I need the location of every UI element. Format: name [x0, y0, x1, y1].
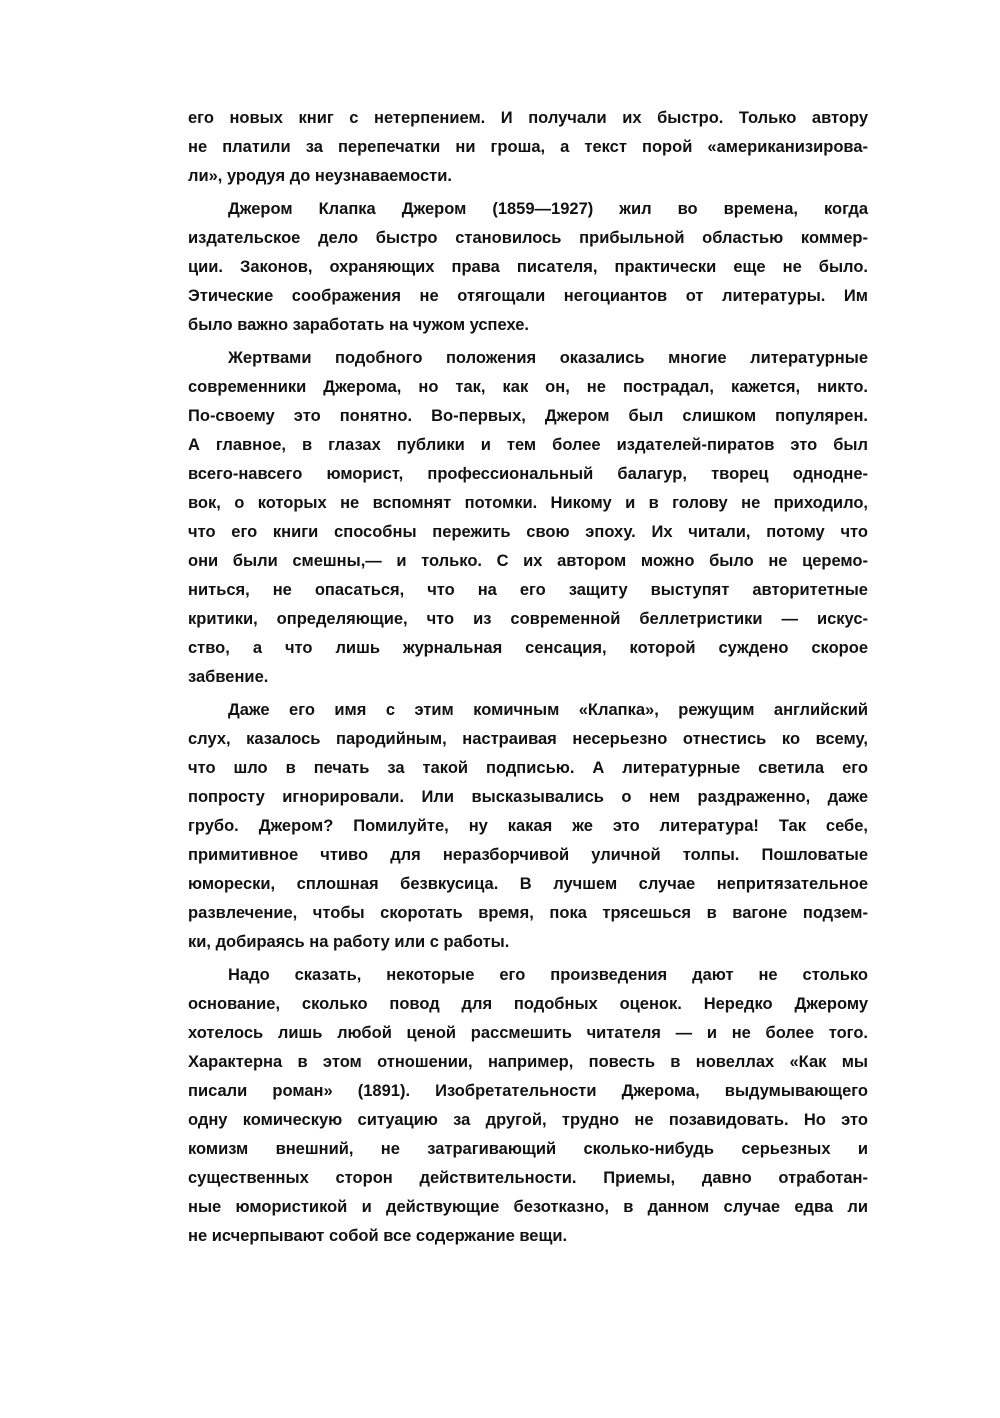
text-line: что шло в печать за такой подписью. А литературные светила его	[188, 759, 868, 777]
text-line: ниться, не опасаться, что на его защиту выступят авторитетные	[188, 581, 868, 599]
text-line: издательское дело быстро становилось прибыльной областью коммер-	[188, 229, 868, 247]
text-line: юморески, сплошная безвкусица. В лучшем случае непритязательное	[188, 875, 868, 893]
text-line: основание, сколько повод для подобных оценок. Нередко Джерому	[188, 995, 868, 1013]
text-line: не платили за перепечатки ни гроша, а текст порой «американизирова-	[188, 138, 868, 156]
text-line: А главное, в глазах публики и тем более издателей-пиратов это был	[188, 436, 868, 454]
page-text	[188, 104, 868, 1255]
text-line: ли», уродуя до неузнаваемости.	[188, 167, 452, 185]
text-line: Даже его имя с этим комичным «Клапка», режущим английский	[228, 701, 868, 719]
text-line: было важно заработать на чужом успехе.	[188, 316, 529, 334]
text-line: Надо сказать, некоторые его произведения дают не столько	[228, 966, 868, 984]
text-line: писали роман» (1891). Изобретательности Джерома, выдумывающего	[188, 1082, 868, 1100]
text-line: комизм внешний, не затрагивающий сколько-нибудь серьезных и	[188, 1140, 868, 1158]
text-line: Этические соображения не отягощали негоциантов от литературы. Им	[188, 287, 868, 305]
text-line: существенных сторон действительности. Приемы, давно отработан-	[188, 1169, 868, 1187]
text-line: Характерна в этом отношении, например, повесть в новеллах «Как мы	[188, 1053, 868, 1071]
paragraph	[188, 696, 868, 957]
text-line: Жертвами подобного положения оказались многие литературные	[228, 349, 868, 367]
text-line: хотелось лишь любой ценой рассмешить читателя — и не более того.	[188, 1024, 868, 1042]
text-line: что его книги способны пережить свою эпоху. Их читали, потому что	[188, 523, 868, 541]
text-line: По-своему это понятно. Во-первых, Джером был слишком популярен.	[188, 407, 868, 425]
text-line: ные юмористикой и действующие безотказно, в данном случае едва ли	[188, 1198, 868, 1216]
text-line: Джером Клапка Джером (1859—1927) жил во времена, когда	[228, 200, 868, 218]
text-line: ки, добираясь на работу или с работы.	[188, 933, 510, 951]
text-line: не исчерпывают собой все содержание вещи.	[188, 1227, 568, 1245]
text-line: попросту игнорировали. Или высказывались о нем раздраженно, даже	[188, 788, 868, 806]
text-line: критики, определяющие, что из современной беллетристики — искус-	[188, 610, 868, 628]
text-line: они были смешны,— и только. С их автором можно было не церемо-	[188, 552, 868, 570]
text-line: ство, а что лишь журнальная сенсация, которой суждено скорое	[188, 639, 868, 657]
text-line: вок, о которых не вспомнят потомки. Никому и в голову не приходило,	[188, 494, 868, 512]
text-line: ции. Законов, охраняющих права писателя, практически еще не было.	[188, 258, 868, 276]
paragraph	[188, 104, 868, 191]
text-line: развлечение, чтобы скоротать время, пока трясешься в вагоне подзем-	[188, 904, 868, 922]
paragraph	[188, 195, 868, 340]
text-line: забвение.	[188, 668, 269, 686]
text-line: его новых книг с нетерпением. И получали их быстро. Только автору	[188, 109, 868, 127]
text-line: примитивное чтиво для неразборчивой уличной толпы. Пошловатые	[188, 846, 868, 864]
text-line: грубо. Джером? Помилуйте, ну какая же это литература! Так себе,	[188, 817, 868, 835]
text-line: современники Джерома, но так, как он, не пострадал, кажется, никто.	[188, 378, 868, 396]
text-line: слух, казалось пародийным, настраивая несерьезно отнестись ко всему,	[188, 730, 868, 748]
text-line: всего-навсего юморист, профессиональный балагур, творец однодне-	[188, 465, 868, 483]
paragraph	[188, 344, 868, 692]
text-line: одну комическую ситуацию за другой, трудно не позавидовать. Но это	[188, 1111, 868, 1129]
paragraph	[188, 961, 868, 1251]
